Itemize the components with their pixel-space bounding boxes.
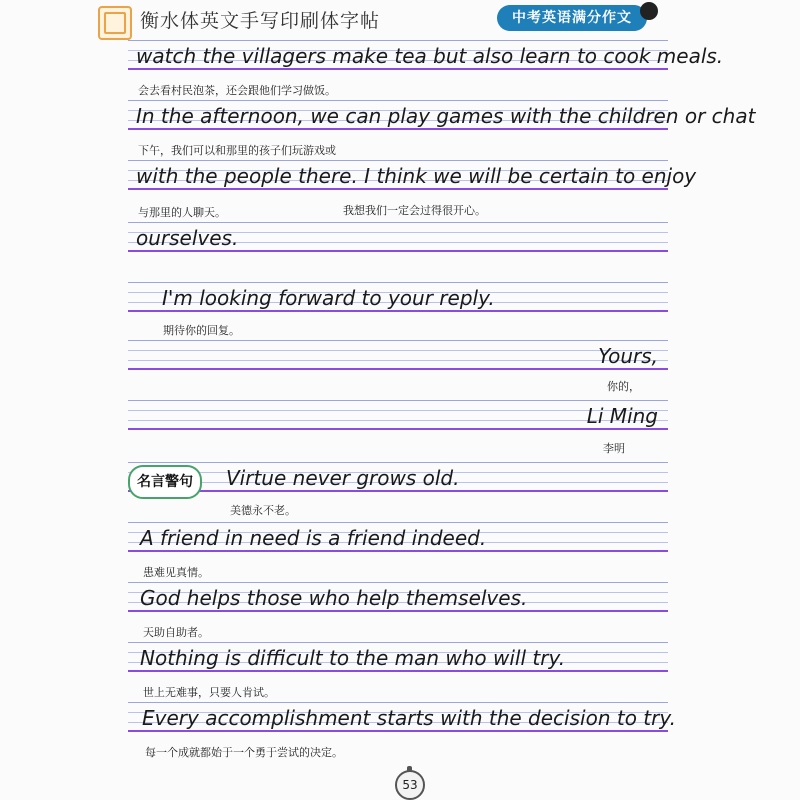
writing-row	[128, 340, 668, 380]
chinese-translation: 天助自助者。	[143, 626, 209, 639]
chinese-translation: 每一个成就都始于一个勇于尝试的决定。	[145, 746, 343, 759]
english-line: I'm looking forward to your reply.	[162, 286, 495, 310]
writing-row	[128, 642, 668, 682]
writing-row	[128, 160, 697, 200]
chinese-translation: 李明	[603, 442, 625, 455]
english-line: watch the villagers make tea but also learn to cook meals.	[136, 44, 724, 68]
writing-row	[128, 282, 668, 322]
motto-section-tag: 名言警句	[128, 465, 202, 499]
chinese-translation: 会去看村民泡茶，还会跟他们学习做饭。	[138, 84, 336, 97]
chinese-translation: 与那里的人聊天。	[138, 206, 226, 219]
chinese-translation: 患难见真情。	[143, 566, 209, 579]
english-line: with the people there. I think we will be certain to enjoy	[136, 164, 697, 188]
english-line: ourselves.	[136, 226, 239, 250]
chinese-translation: 期待你的回复。	[163, 324, 240, 337]
chinese-translation: 世上无难事，只要人肯试。	[143, 686, 275, 699]
motto-line: God helps those who help themselves.	[140, 586, 528, 610]
writing-row	[128, 400, 668, 440]
writing-row	[128, 40, 724, 80]
chinese-translation: 你的，	[607, 380, 640, 393]
motto-line: Nothing is difficult to the man who will try.	[140, 646, 566, 670]
writing-row	[128, 702, 676, 742]
motto-line: Virtue never grows old.	[226, 466, 460, 490]
writing-row	[128, 582, 668, 622]
motto-line: A friend in need is a friend indeed.	[140, 526, 487, 550]
writing-row	[128, 100, 756, 140]
chinese-translation: 美德永不老。	[230, 504, 296, 517]
page-number: 53	[395, 770, 425, 800]
writing-row	[128, 222, 668, 262]
writing-row	[128, 522, 668, 562]
pen-icon	[640, 2, 658, 20]
closing-line: Yours,	[598, 344, 658, 368]
chinese-translation: 下午，我们可以和那里的孩子们玩游戏或	[138, 144, 336, 157]
signature-line: Li Ming	[586, 404, 658, 428]
english-line: In the afternoon, we can play games with the children or chat	[136, 104, 756, 128]
logo-icon	[98, 6, 132, 40]
motto-line: Every accomplishment starts with the decision to try.	[142, 706, 676, 730]
writing-row	[128, 462, 668, 502]
chinese-translation: 我想我们一定会过得很开心。	[343, 204, 486, 217]
series-badge: 中考英语满分作文	[497, 5, 647, 31]
book-title: 衡水体英文手写印刷体字帖	[140, 10, 381, 32]
